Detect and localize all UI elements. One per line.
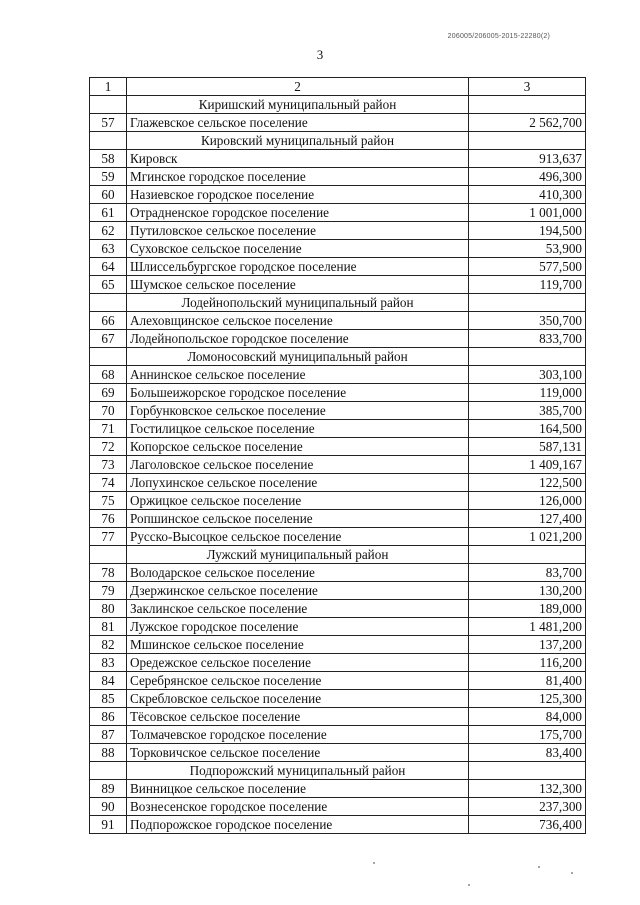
row-number: 89 xyxy=(90,780,127,798)
row-number: 62 xyxy=(90,222,127,240)
table-row xyxy=(90,744,586,762)
settlement-name: Тёсовское сельское поселение xyxy=(127,708,469,726)
row-number: 57 xyxy=(90,114,127,132)
settlement-name: Русско-Высоцкое сельское поселение xyxy=(127,528,469,546)
row-number: 77 xyxy=(90,528,127,546)
row-number: 67 xyxy=(90,330,127,348)
table-row xyxy=(90,672,586,690)
settlement-name: Скребловское сельское поселение xyxy=(127,690,469,708)
row-number: 83 xyxy=(90,654,127,672)
row-number: 76 xyxy=(90,510,127,528)
table-row xyxy=(90,456,586,474)
row-number: 79 xyxy=(90,582,127,600)
row-number: 65 xyxy=(90,276,127,294)
table-row xyxy=(90,186,586,204)
amount-value: 577,500 xyxy=(469,258,586,276)
table-row xyxy=(90,276,586,294)
settlement-name: Копорское сельское поселение xyxy=(127,438,469,456)
row-number: 75 xyxy=(90,492,127,510)
settlement-name: Отрадненское городское поселение xyxy=(127,204,469,222)
table-row xyxy=(90,114,586,132)
table-row xyxy=(90,384,586,402)
row-number: 60 xyxy=(90,186,127,204)
table-row xyxy=(90,438,586,456)
district-header-row xyxy=(90,96,586,114)
settlement-name: Назиевское городское поселение xyxy=(127,186,469,204)
scan-speck xyxy=(571,872,573,874)
table-row xyxy=(90,600,586,618)
district-name: Лужский муниципальный район xyxy=(127,546,469,564)
district-name: Лодейнопольский муниципальный район xyxy=(127,294,469,312)
table-row xyxy=(90,582,586,600)
empty-cell xyxy=(90,546,127,564)
settlement-name: Вознесенское городское поселение xyxy=(127,798,469,816)
scan-speck xyxy=(468,884,470,886)
row-number: 66 xyxy=(90,312,127,330)
amount-value: 130,200 xyxy=(469,582,586,600)
amount-value: 2 562,700 xyxy=(469,114,586,132)
row-number: 59 xyxy=(90,168,127,186)
table-row xyxy=(90,528,586,546)
settlement-name: Путиловское сельское поселение xyxy=(127,222,469,240)
amount-value: 53,900 xyxy=(469,240,586,258)
table-row xyxy=(90,510,586,528)
table-row xyxy=(90,312,586,330)
amount-value: 83,700 xyxy=(469,564,586,582)
settlement-name: Серебрянское сельское поселение xyxy=(127,672,469,690)
district-name: Кировский муниципальный район xyxy=(127,132,469,150)
table-row xyxy=(90,708,586,726)
amount-value: 303,100 xyxy=(469,366,586,384)
district-name: Ломоносовский муниципальный район xyxy=(127,348,469,366)
amount-value: 1 409,167 xyxy=(469,456,586,474)
amount-value: 1 021,200 xyxy=(469,528,586,546)
settlement-name: Мшинское сельское поселение xyxy=(127,636,469,654)
district-header-row xyxy=(90,546,586,564)
table-row xyxy=(90,168,586,186)
row-number: 91 xyxy=(90,816,127,834)
amount-value: 1 481,200 xyxy=(469,618,586,636)
row-number: 85 xyxy=(90,690,127,708)
row-number: 87 xyxy=(90,726,127,744)
settlement-name: Шумское сельское поселение xyxy=(127,276,469,294)
settlement-name: Заклинское сельское поселение xyxy=(127,600,469,618)
amount-value: 189,000 xyxy=(469,600,586,618)
row-number: 80 xyxy=(90,600,127,618)
table-row xyxy=(90,780,586,798)
settlement-name: Лопухинское сельское поселение xyxy=(127,474,469,492)
district-name: Подпорожский муниципальный район xyxy=(127,762,469,780)
row-number: 84 xyxy=(90,672,127,690)
empty-cell xyxy=(469,348,586,366)
header-col-2: 2 xyxy=(127,78,469,96)
amount-value: 119,700 xyxy=(469,276,586,294)
settlement-name: Подпорожское городское поселение xyxy=(127,816,469,834)
settlement-name: Лодейнопольское городское поселение xyxy=(127,330,469,348)
row-number: 61 xyxy=(90,204,127,222)
district-header-row xyxy=(90,762,586,780)
empty-cell xyxy=(469,96,586,114)
district-name: Киришский муниципальный район xyxy=(127,96,469,114)
amount-value: 122,500 xyxy=(469,474,586,492)
amount-value: 119,000 xyxy=(469,384,586,402)
page-number: 3 xyxy=(316,47,324,62)
table-row xyxy=(90,420,586,438)
amount-value: 496,300 xyxy=(469,168,586,186)
settlement-name: Мгинское городское поселение xyxy=(127,168,469,186)
empty-cell xyxy=(90,348,127,366)
table-row xyxy=(90,492,586,510)
amount-value: 116,200 xyxy=(469,654,586,672)
table-row xyxy=(90,240,586,258)
table-row xyxy=(90,654,586,672)
settlement-name: Торковичское сельское поселение xyxy=(127,744,469,762)
amount-value: 1 001,000 xyxy=(469,204,586,222)
settlement-name: Оредежское сельское поселение xyxy=(127,654,469,672)
row-number: 70 xyxy=(90,402,127,420)
row-number: 63 xyxy=(90,240,127,258)
amount-value: 385,700 xyxy=(469,402,586,420)
row-number: 88 xyxy=(90,744,127,762)
empty-cell xyxy=(90,762,127,780)
amount-value: 83,400 xyxy=(469,744,586,762)
empty-cell xyxy=(469,546,586,564)
table-row xyxy=(90,690,586,708)
row-number: 68 xyxy=(90,366,127,384)
row-number: 90 xyxy=(90,798,127,816)
settlement-name: Лаголовское сельское поселение xyxy=(127,456,469,474)
amount-value: 175,700 xyxy=(469,726,586,744)
amount-value: 833,700 xyxy=(469,330,586,348)
amount-value: 736,400 xyxy=(469,816,586,834)
row-number: 73 xyxy=(90,456,127,474)
settlement-name: Дзержинское сельское поселение xyxy=(127,582,469,600)
row-number: 72 xyxy=(90,438,127,456)
row-number: 78 xyxy=(90,564,127,582)
settlement-name: Винницкое сельское поселение xyxy=(127,780,469,798)
amount-value: 137,200 xyxy=(469,636,586,654)
table-row xyxy=(90,474,586,492)
settlement-name: Володарское сельское поселение xyxy=(127,564,469,582)
amount-value: 81,400 xyxy=(469,672,586,690)
empty-cell xyxy=(469,762,586,780)
settlement-name: Горбунковское сельское поселение xyxy=(127,402,469,420)
empty-cell xyxy=(90,294,127,312)
table-row xyxy=(90,402,586,420)
settlement-name: Ропшинское сельское поселение xyxy=(127,510,469,528)
amount-value: 84,000 xyxy=(469,708,586,726)
empty-cell xyxy=(469,294,586,312)
settlement-name: Кировск xyxy=(127,150,469,168)
row-number: 74 xyxy=(90,474,127,492)
amount-value: 237,300 xyxy=(469,798,586,816)
scan-speck xyxy=(373,862,375,864)
table-row xyxy=(90,726,586,744)
settlement-name: Большеижорское городское поселение xyxy=(127,384,469,402)
amount-value: 132,300 xyxy=(469,780,586,798)
row-number: 81 xyxy=(90,618,127,636)
amount-value: 194,500 xyxy=(469,222,586,240)
table-row xyxy=(90,816,586,834)
settlement-name: Глажевское сельское поселение xyxy=(127,114,469,132)
table-row xyxy=(90,204,586,222)
header-col-1: 1 xyxy=(90,78,127,96)
amount-value: 126,000 xyxy=(469,492,586,510)
amount-value: 164,500 xyxy=(469,420,586,438)
amount-value: 350,700 xyxy=(469,312,586,330)
settlement-name: Гостилицкое сельское поселение xyxy=(127,420,469,438)
district-header-row xyxy=(90,132,586,150)
row-number: 58 xyxy=(90,150,127,168)
district-header-row xyxy=(90,348,586,366)
settlement-name: Шлиссельбургское городское поселение xyxy=(127,258,469,276)
table-row xyxy=(90,618,586,636)
settlement-name: Аннинское сельское поселение xyxy=(127,366,469,384)
settlement-name: Алеховщинское сельское поселение xyxy=(127,312,469,330)
table-row xyxy=(90,798,586,816)
scan-speck xyxy=(538,866,540,868)
document-code: 206005/206005-2015-22280(2) xyxy=(447,33,550,40)
row-number: 64 xyxy=(90,258,127,276)
empty-cell xyxy=(90,132,127,150)
amount-value: 587,131 xyxy=(469,438,586,456)
table-row xyxy=(90,564,586,582)
settlement-name: Оржицкое сельское поселение xyxy=(127,492,469,510)
table-row xyxy=(90,636,586,654)
empty-cell xyxy=(469,132,586,150)
empty-cell xyxy=(90,96,127,114)
amount-value: 125,300 xyxy=(469,690,586,708)
settlement-name: Толмачевское городское поселение xyxy=(127,726,469,744)
table-row xyxy=(90,330,586,348)
amount-value: 410,300 xyxy=(469,186,586,204)
row-number: 69 xyxy=(90,384,127,402)
district-header-row xyxy=(90,294,586,312)
settlement-name: Лужское городское поселение xyxy=(127,618,469,636)
row-number: 71 xyxy=(90,420,127,438)
row-number: 82 xyxy=(90,636,127,654)
settlement-name: Суховское сельское поселение xyxy=(127,240,469,258)
table-row xyxy=(90,222,586,240)
row-number: 86 xyxy=(90,708,127,726)
header-col-3: 3 xyxy=(469,78,586,96)
table-row xyxy=(90,258,586,276)
amount-value: 913,637 xyxy=(469,150,586,168)
table-row xyxy=(90,366,586,384)
table-header-row xyxy=(90,78,586,96)
table-row xyxy=(90,150,586,168)
allocation-table xyxy=(89,77,586,834)
amount-value: 127,400 xyxy=(469,510,586,528)
